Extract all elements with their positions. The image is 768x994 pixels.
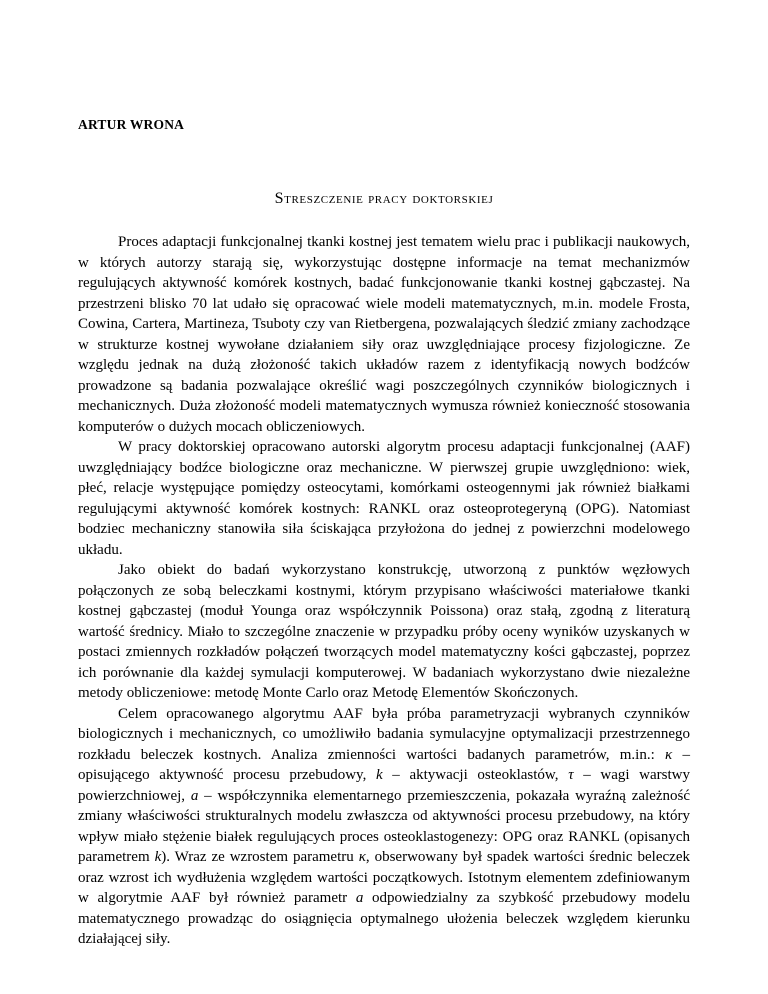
- author-name: ARTUR WRONA: [78, 117, 185, 132]
- symbol-kappa: κ: [665, 746, 673, 763]
- paragraph-2: W pracy doktorskiej opracowano autorski algorytm procesu adaptacji funkcjonalnej (AAF) uwzględniający bodźce biologiczne oraz mechaniczne. W pierwszej grupie uwzględniono: wiek, płeć, relacje występujące pomiędzy osteocytami, komórkami osteogennymi jak również białkami regulującymi aktywność komórek kostnych: RANKL oraz osteoprotegeryną (OPG). Natomiast bodziec mechaniczny stanowiła siła ściskająca przyłożona do jednej z powierzchni modelowego układu.: [78, 439, 690, 558]
- paragraph-4-text: – wagi warstwy powierzchniowej,: [78, 767, 690, 804]
- paragraph-3: Jako obiekt do badań wykorzystano konstrukcję, utworzoną z punktów węzłowych połączonych ze sobą beleczkami kostnymi, którym przypisano właściwości materiałowe tkanki kostnej gąbczastej (moduł Younga oraz współczynnik Poissona) oraz stałą, zgodną z literaturą wartość średnicy. Miało to szczególne znaczenie w przypadku próby oceny wyników uzyskanych w postaci zmiennych rozkładów połączeń tworzących model matematyczny kości gąbczastej, poprzez ich porównanie dla każdej symulacji komputerowej. W badaniach wykorzystano dwie niezależne metody obliczeniowe: metodę Monte Carlo oraz Metodę Elementów Skończonych.: [78, 562, 690, 701]
- abstract-body: [78, 232, 690, 950]
- paragraph-4-text: Celem opracowanego algorytmu AAF była próba parametryzacji wybranych czynników biologicznych i mechanicznych, co umożliwiło badania symulacyjne optymalizacji przestrzennego rozkładu beleczek kostnych. Analiza zmienności wartości badanych parametrów, m.in.:: [78, 705, 690, 763]
- symbol-a: a: [190, 787, 199, 804]
- symbol-kappa: κ: [358, 849, 366, 865]
- paragraph-4-text: – współczynnika elementarnego przemieszczenia, pokazała wyraźną zależność zmiany właściwości strukturalnych modelu zwłaszcza od aktywności procesu przebudowy, na który wpływ miało stężenie białek regulujących proces osteoklastogenezy: OPG oraz RANKL (opisanych parametrem: [78, 787, 690, 865]
- paragraph-4: [78, 704, 690, 950]
- paragraph-4-text: , obserwowany był spadek wartości średnic beleczek oraz wzrost ich wydłużenia względem wartości początkowych. Istotnym elementem zdefiniowanym w algorytmie AAF był również parametr: [78, 849, 690, 906]
- paragraph-1: Proces adaptacji funkcjonalnej tkanki kostnej jest tematem wielu prac i publikacji naukowych, w których autorzy starają się, wykorzystując dostępne informacje na temat mechanizmów regulujących aktywność komórek kostnych, badać funkcjonowanie tkanki kostnej gąbczastej. Na przestrzeni blisko 70 lat udało się opracować wiele modeli matematycznych, m.in. modele Frosta, Cowina, Cartera, Martineza, Tsuboty czy van Rietbergena, pozwalających śledzić zmiany zachodzące w strukturze kostnej wywołane działaniem siły oraz uwzględniające procesy fizjologiczne. Ze względu jednak na dużą złożoność takich układów razem z identyfikacją nowych bodźców prowadzone są badania pozwalające określić wagi poszczególnych czynników biologicznych i mechanicznych. Duża złożoność modeli matematycznych wymusza również konieczność stosowania komputerów o dużych mocach obliczeniowych.: [78, 234, 690, 435]
- document-title: Streszczenie pracy doktorskiej: [274, 190, 494, 207]
- symbol-k: k: [375, 767, 383, 783]
- symbol-tau: τ: [568, 767, 574, 783]
- paragraph-4-text: – aktywacji osteoklastów,: [382, 767, 569, 783]
- symbol-k: k: [154, 849, 162, 865]
- paragraph-4-text: – opisującego aktywność procesu przebudowy,: [78, 746, 691, 783]
- symbol-a: a: [355, 890, 364, 906]
- paragraph-4-text: ). Wraz ze wzrostem parametru: [161, 849, 359, 865]
- paragraph-4-text: odpowiedzialny za szybkość przebudowy modelu matematycznego prowadząc do osiągnięcia optymalnego ułożenia beleczek względem kierunku działającej siły.: [78, 890, 690, 947]
